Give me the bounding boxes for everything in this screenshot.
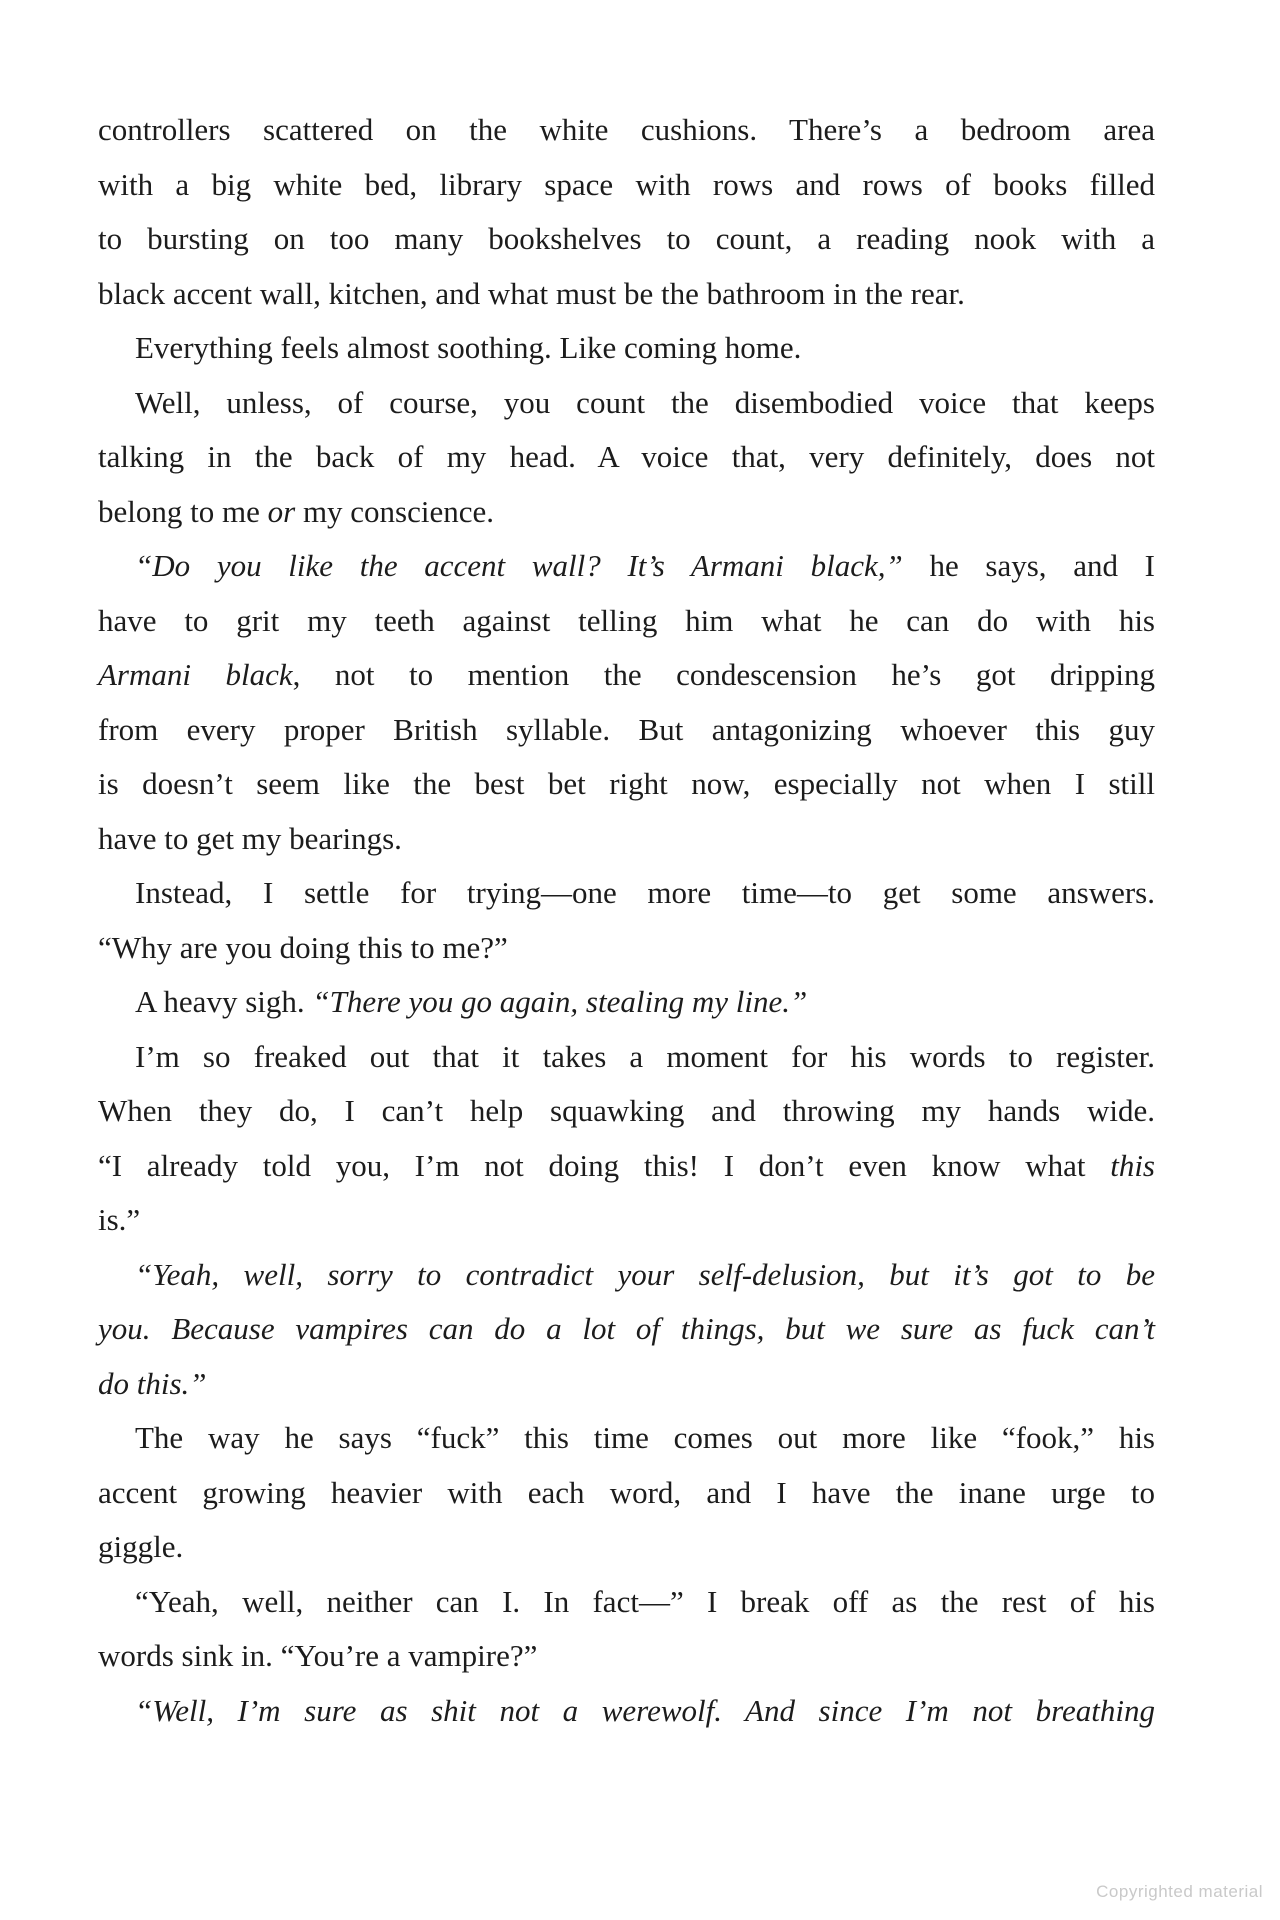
text-line	[98, 539, 1155, 594]
text-segment: giggle.	[98, 1529, 184, 1564]
text-line	[98, 921, 1155, 976]
text-segment: Everything feels almost soothing. Like coming home.	[135, 330, 802, 365]
text-line	[98, 1629, 1155, 1684]
paragraph	[98, 975, 1155, 1030]
text-line	[98, 1520, 1155, 1575]
italic-text-segment: this	[1110, 1147, 1155, 1183]
paragraph	[98, 1575, 1155, 1684]
text-line	[98, 812, 1155, 867]
text-line	[98, 1084, 1155, 1139]
paragraph	[98, 321, 1155, 376]
italic-text-segment: “Do you like the accent wall? It’s Armani black,”	[135, 548, 903, 583]
text-line	[98, 158, 1155, 213]
text-segment: , not to mention the condescension he’s got dripping	[292, 657, 1155, 692]
italic-text-segment: “Well, I’m sure as shit not a werewolf. And since I’m not breathing	[135, 1692, 1155, 1728]
italic-text-segment: do this.”	[98, 1365, 207, 1401]
text-line	[98, 594, 1155, 649]
italic-text-segment: you. Because vampires can do a lot of things, but we sure as fuck can’t	[98, 1311, 1155, 1346]
text-segment: belong to me	[98, 493, 268, 529]
text-segment: “I already told you, I’m not doing this! I don’t even know what	[98, 1147, 1111, 1183]
paragraph	[98, 1030, 1155, 1248]
text-segment: The way he says “fuck” this time comes out more like “fook,” his	[135, 1420, 1155, 1455]
text-line	[98, 321, 1155, 376]
text-line	[98, 212, 1155, 267]
text-segment: When they do, I can’t help squawking and throwing my hands wide.	[98, 1093, 1155, 1128]
paragraph	[98, 539, 1155, 866]
text-segment: “Why are you doing this to me?”	[98, 929, 508, 965]
paragraph	[98, 376, 1155, 540]
paragraph	[98, 866, 1155, 975]
text-segment: is.”	[98, 1202, 141, 1237]
text-segment: is doesn’t seem like the best bet right now, especially not when I still	[98, 766, 1155, 801]
text-line	[98, 1193, 1155, 1248]
text-segment: Well, unless, of course, you count the disembodied voice that keeps	[135, 384, 1155, 420]
text-segment: have to get my bearings.	[98, 820, 402, 856]
text-line	[98, 267, 1155, 322]
text-line	[98, 1684, 1155, 1739]
text-segment: to bursting on too many bookshelves to count, a reading nook with a	[98, 221, 1155, 256]
text-line	[98, 1357, 1155, 1412]
paragraph	[98, 1248, 1155, 1412]
text-line	[98, 1466, 1155, 1521]
text-line	[98, 703, 1155, 758]
copyright-notice: Copyrighted material	[1096, 1882, 1263, 1901]
text-segment: words sink in. “You’re a vampire?”	[98, 1638, 538, 1673]
text-line	[98, 648, 1155, 703]
paragraph	[98, 1684, 1155, 1739]
text-segment: I’m so freaked out that it takes a moment for his words to register.	[135, 1038, 1155, 1074]
italic-text-segment: or	[267, 493, 296, 529]
text-segment: my conscience.	[295, 493, 495, 529]
text-segment: accent growing heavier with each word, and I have the inane urge to	[98, 1474, 1155, 1510]
text-segment: controllers scattered on the white cushions. There’s a bedroom area	[98, 112, 1155, 147]
text-line	[98, 1139, 1155, 1194]
text-line	[98, 1248, 1155, 1303]
text-line	[98, 376, 1155, 431]
text-segment: A heavy sigh.	[135, 984, 313, 1019]
paragraph	[98, 103, 1155, 321]
text-segment: with a big white bed, library space with rows and rows of books filled	[98, 166, 1155, 202]
text-line	[98, 1030, 1155, 1085]
text-line	[98, 1411, 1155, 1466]
text-segment: “Yeah, well, neither can I. In fact—” I break off as the rest of his	[135, 1583, 1155, 1619]
text-line	[98, 757, 1155, 812]
text-line	[98, 1575, 1155, 1630]
italic-text-segment: Armani black	[98, 657, 293, 692]
text-segment: from every proper British syllable. But antagonizing whoever this guy	[98, 711, 1155, 747]
page-text	[98, 103, 1155, 1738]
italic-text-segment: “Yeah, well, sorry to contradict your self-delusion, but it’s got to be	[135, 1256, 1155, 1292]
text-segment: have to grit my teeth against telling him what he can do with his	[98, 602, 1155, 638]
italic-text-segment: “There you go again, stealing my line.”	[312, 984, 808, 1019]
text-segment: black accent wall, kitchen, and what must be the bathroom in the rear.	[98, 275, 965, 311]
text-segment: Instead, I settle for trying—one more time—to get some answers.	[135, 875, 1155, 910]
paragraph	[98, 1411, 1155, 1575]
text-line	[98, 103, 1155, 158]
text-line	[98, 1302, 1155, 1357]
text-line	[98, 430, 1155, 485]
text-line	[98, 866, 1155, 921]
text-segment: talking in the back of my head. A voice that, very definitely, does not	[98, 439, 1155, 474]
text-segment: he says, and I	[902, 548, 1156, 583]
text-line	[98, 485, 1155, 540]
text-line	[98, 975, 1155, 1030]
